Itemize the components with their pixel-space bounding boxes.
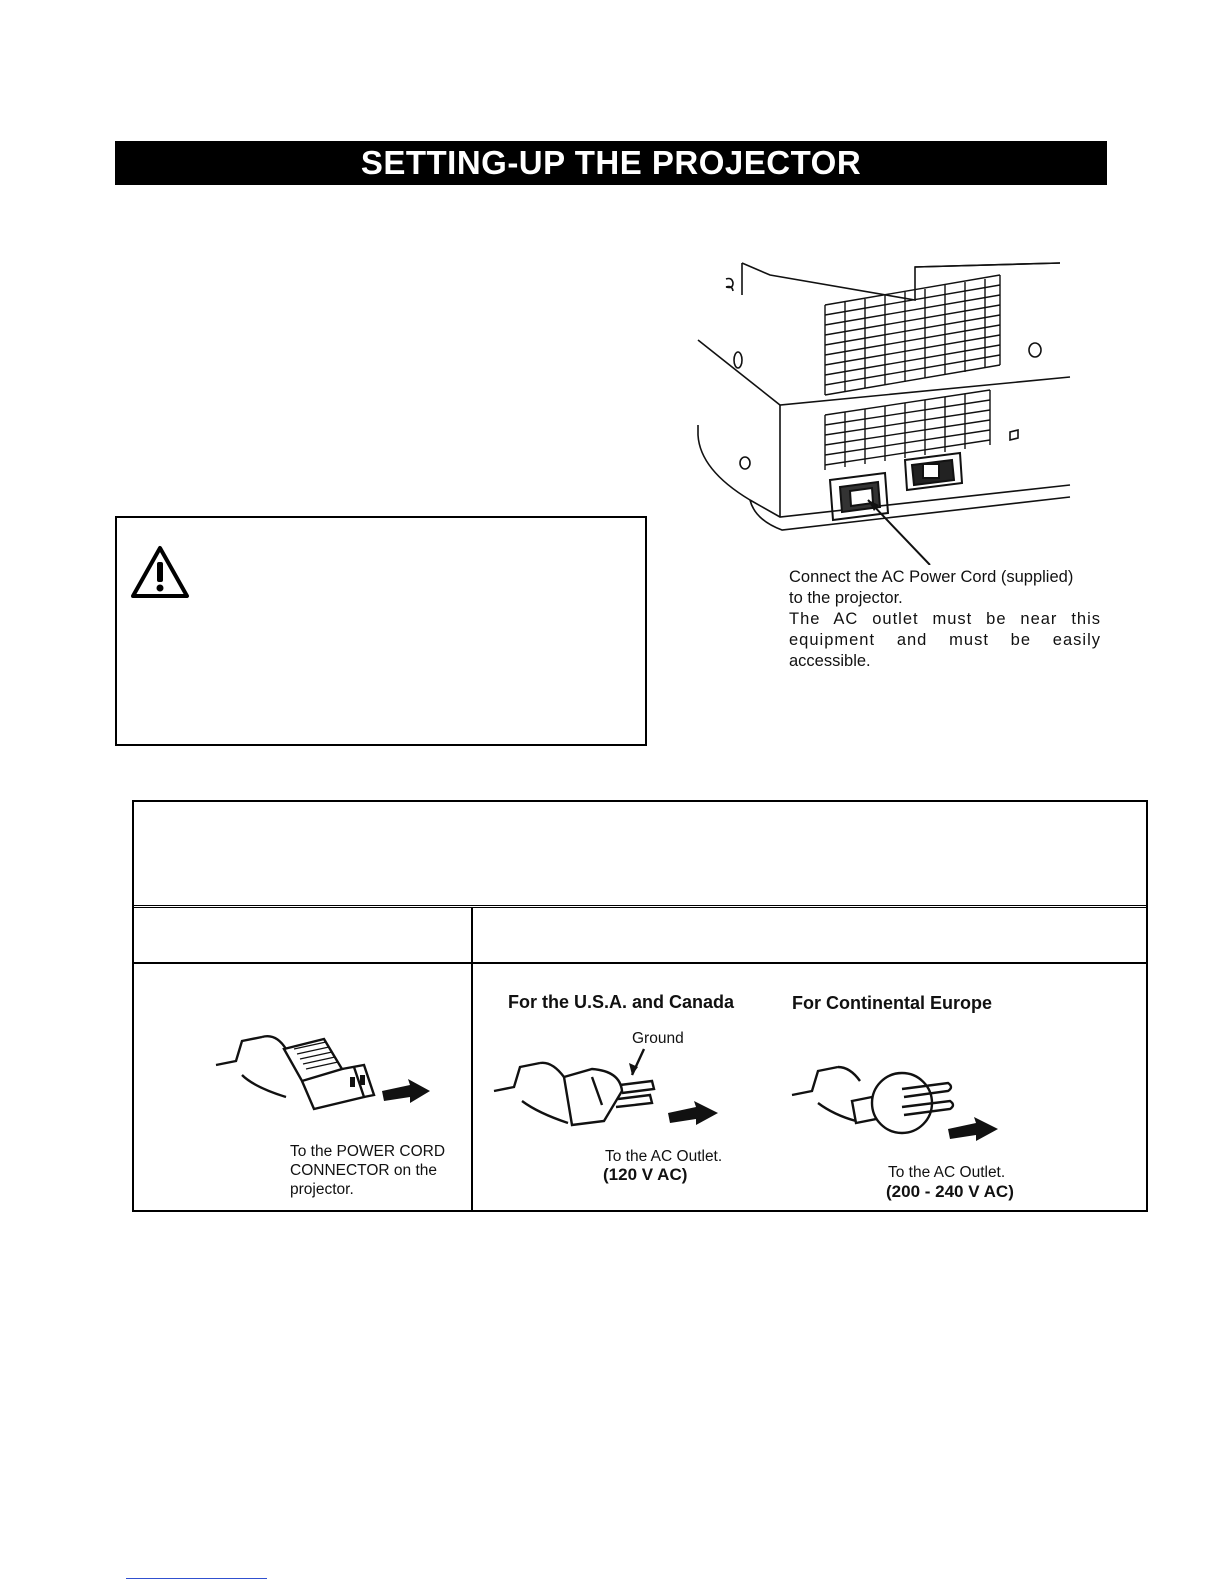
- page-title: SETTING-UP THE PROJECTOR: [115, 141, 1107, 185]
- projector-caption: [789, 567, 1101, 672]
- europe-heading: For Continental Europe: [792, 993, 992, 1013]
- projector-rear-illustration: [690, 255, 1110, 565]
- ground-label: Ground: [632, 1030, 684, 1047]
- caption-line: To the POWER CORD: [290, 1143, 446, 1160]
- projector-connector-caption: [290, 1142, 445, 1199]
- europe-voltage: (200 - 240 V AC): [886, 1182, 1014, 1201]
- table-column-divider: [471, 908, 473, 1210]
- table-divider: [134, 905, 1146, 908]
- caption-line: Connect the AC Power Cord (supplied): [789, 568, 1074, 586]
- warning-triangle-icon: [129, 544, 191, 600]
- caption-line: CONNECTOR on the: [290, 1162, 438, 1179]
- projector-connector-illustration: [214, 1027, 434, 1127]
- caption-line: equipment and must be easily: [789, 631, 1101, 649]
- usa-caption: To the AC Outlet.: [605, 1148, 723, 1165]
- caption-line: accessible.: [789, 652, 871, 670]
- usa-voltage: (120 V AC): [603, 1165, 688, 1184]
- europe-caption: To the AC Outlet.: [888, 1164, 1006, 1181]
- table-divider: [134, 962, 1146, 964]
- usa-heading: For the U.S.A. and Canada: [508, 992, 735, 1012]
- power-cord-table: [132, 800, 1148, 1212]
- footer-rule: [126, 1578, 267, 1579]
- usa-plug-illustration: [492, 1047, 732, 1147]
- caption-line: The AC outlet must be near this: [789, 610, 1101, 628]
- caution-box: [115, 516, 647, 746]
- caption-line: to the projector.: [789, 589, 903, 607]
- caption-line: projector.: [290, 1181, 354, 1198]
- europe-plug-illustration: [790, 1057, 1010, 1157]
